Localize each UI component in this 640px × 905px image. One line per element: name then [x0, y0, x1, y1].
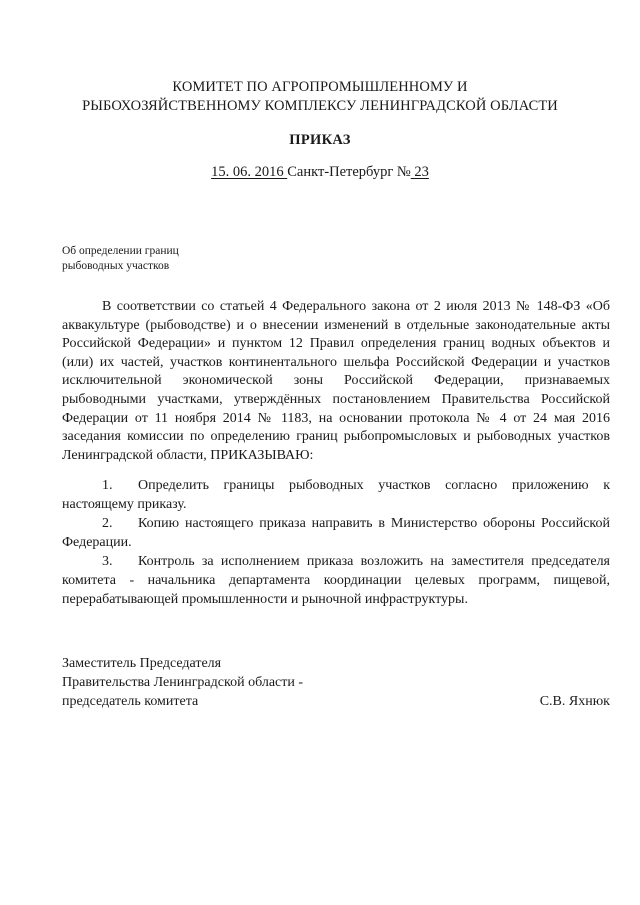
list-item [62, 477, 610, 514]
list-item-text: Определить границы рыбоводных участков согласно приложению к настоящему приказу. [62, 478, 610, 512]
order-subject [62, 244, 262, 274]
signature-line-2: Правительства Ленинградской области - [62, 675, 304, 690]
signatory-name: С.В. Яхнюк [539, 694, 610, 709]
subject-line-1: Об определении границ [62, 245, 179, 257]
list-item-number: 2. [102, 516, 113, 532]
signature-block [62, 654, 610, 711]
list-item [62, 553, 610, 609]
header-line-1: КОМИТЕТ ПО АГРОПРОМЫШЛЕННОМУ И [172, 79, 468, 95]
document-title: ПРИКАЗ [289, 132, 351, 148]
list-item-number: 1. [102, 478, 113, 493]
signature-line-3: председатель комитета [62, 694, 199, 709]
order-number: 23 [410, 164, 429, 180]
main-paragraph: В соответствии со статьей 4 Федерального закона от 2 июля 2013 № 148-ФЗ «Об аквакультуре (рыбоводстве) и о внесении изменений в отдельные законодательные акты Российской Федерации» и пунктом 12 Правил определения границ водных объектов и (или) их частей, участков континентального шельфа Российской Федерации и участков исключительной экономической зоны Российской Федерации, признаваемых рыбоводными участками, утверждённых постановлением Правительства Российской Федерации от 11 ноября 2014 № 1183, на основании протокола № 4 от 24 мая 2016 заседания комиссии по определению границ рыбопромысловых и рыбоводных участков Ленинградской области, ПРИКАЗЫВАЮ: [62, 299, 610, 463]
dateline [0, 164, 640, 181]
header-line-2: РЫБОХОЗЯЙСТВЕННОМУ КОМПЛЕКСУ ЛЕНИНГРАДСКОЙ ОБЛАСТИ [82, 98, 558, 114]
list-item [62, 515, 610, 552]
document-header [0, 78, 640, 116]
subject-line-2: рыбоводных участков [62, 260, 170, 272]
order-city: Санкт-Петербург № [287, 164, 411, 180]
list-item-text: Контроль за исполнением приказа возложить на заместителя председателя комитета - начальника департамента координации целевых программ, пищевой, перерабатывающей промышленности и рыночной инфраструктуры. [62, 554, 610, 607]
signature-line-1: Заместитель Председателя [62, 656, 222, 671]
list-item-text: Копию настоящего приказа направить в Министерство обороны Российской Федерации. [62, 516, 610, 550]
order-date: 15. 06. 2016 [211, 164, 288, 180]
list-item-number: 3. [102, 554, 113, 570]
order-items-list [62, 477, 610, 610]
